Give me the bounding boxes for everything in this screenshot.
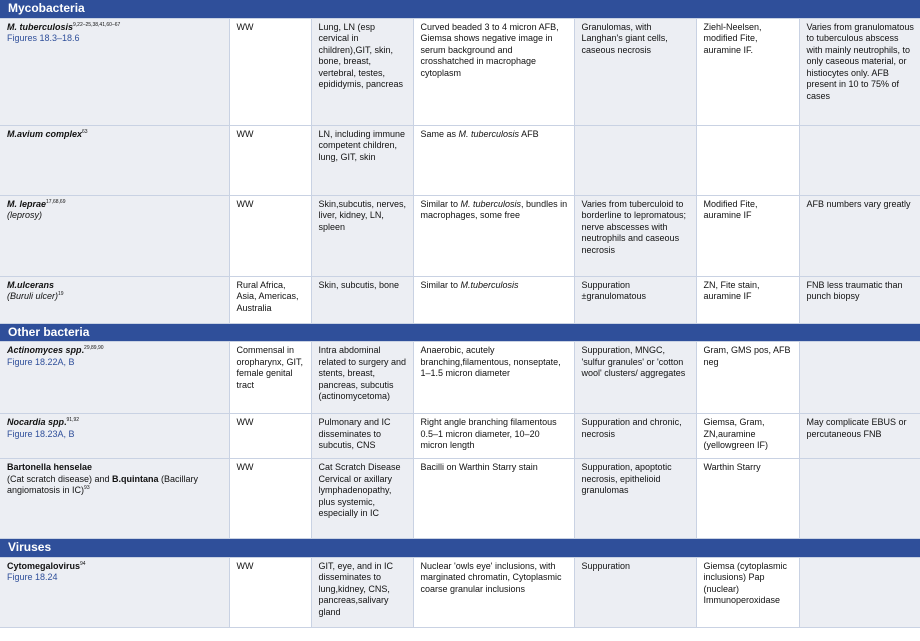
table-row [0, 557, 920, 627]
morphology-cell: Right angle branching filamentous 0.5–1 micron diameter, 10–20 micron length [413, 414, 574, 459]
organism-name-italic: Nocardia spp [7, 417, 65, 427]
table-row [0, 459, 920, 539]
section-title: Mycobacteria [0, 0, 920, 18]
organism-ref: M.tuberculosis [460, 279, 519, 290]
reference-superscript: 94 [80, 560, 86, 567]
section-header [0, 539, 920, 558]
stains-cell: Giemsa, Gram, ZN,auramine (yellowgreen IF) [696, 414, 799, 459]
organism-note-2: (Bacillary angiomatosis in IC) [7, 473, 199, 495]
comments-cell [799, 557, 920, 627]
distribution-cell: WW [229, 557, 311, 627]
table-row [0, 18, 920, 125]
cytology-cell [574, 125, 696, 195]
organism-cell [0, 18, 229, 125]
sites-cell: Intra abdominal related to surgery and stents, breast, pancreas, subcutis (actinomycetoma) [311, 342, 413, 414]
cytology-cell: Suppuration, apoptotic necrosis, epithelioid granulomas [574, 459, 696, 539]
organism-name [7, 417, 67, 427]
organism-note-text: (leprosy) [7, 210, 43, 220]
table-row [0, 276, 920, 323]
reference-superscript: 9,22–25,38,41,60–67 [73, 21, 121, 28]
comments-cell: Varies from granulomatous to tuberculous abscess with mainly neutrophils, to only caseous material, or histiocytes only. AFB present in 10 to 75% of cases [799, 18, 920, 125]
organism-name [7, 280, 54, 290]
cytology-cell: Suppuration, MNGC, 'sulfur granules' or 'cotton wool' clusters/ aggregates [574, 342, 696, 414]
sites-cell: Pulmonary and IC disseminates to subcutis, CNS [311, 414, 413, 459]
organism-cell [0, 414, 229, 459]
figure-link[interactable]: Figures 18.3–18.6 [7, 33, 80, 43]
organism-cell [0, 342, 229, 414]
sites-cell: GIT, eye, and in IC disseminates to lung,kidney, CNS, pancreas,salivary gland [311, 557, 413, 627]
stains-cell: Modified Fite, auramine IF [696, 195, 799, 276]
table-row [0, 342, 920, 414]
organism-name [7, 345, 84, 355]
figure-link[interactable]: Figure 18.24 [7, 572, 58, 582]
section-title: Viruses [0, 539, 920, 558]
cytology-cell: Granulomas, with Langhan's giant cells, caseous necrosis [574, 18, 696, 125]
table-row [0, 195, 920, 276]
comments-cell [799, 459, 920, 539]
organism-note-text: (Buruli ulcer) [7, 291, 59, 301]
comments-cell [799, 125, 920, 195]
organism-name [7, 561, 80, 571]
organism-cell [0, 459, 229, 539]
organism-note: (Cat scratch disease) and [7, 473, 113, 484]
cytology-cell: Varies from tuberculoid to borderline to lepromatous; nerve abscesses with neutrophils and caseous necrosis [574, 195, 696, 276]
organism-cell [0, 557, 229, 627]
organism-name-italic: M.ulcerans [7, 279, 55, 290]
organism-cell [0, 276, 229, 323]
reference-superscript: 17,68,69 [46, 198, 66, 205]
reference-superscript: 29,89,90 [84, 345, 104, 351]
organism-ref: M. tuberculosis [460, 198, 522, 209]
organism-name-italic: M. tuberculosis [7, 21, 74, 32]
organism-name-2: B.quintana [112, 473, 159, 484]
distribution-cell: WW [229, 125, 311, 195]
cytology-cell: Suppuration and chronic, necrosis [574, 414, 696, 459]
comments-cell: AFB numbers vary greatly [799, 195, 920, 276]
distribution-cell: WW [229, 414, 311, 459]
morphology-cell: Similar to M. tuberculosis, bundles in macrophages, some free [413, 195, 574, 276]
organism-name-plain: . [81, 345, 85, 355]
stains-cell: Giemsa (cytoplasmic inclusions) Pap (nuclear) Immunoperoxidase [696, 557, 799, 627]
organism-ref: M. tuberculosis [458, 128, 520, 139]
comments-cell [799, 342, 920, 414]
reference-superscript: 91,92 [66, 417, 80, 423]
reference-superscript: 63 [82, 128, 88, 135]
sites-cell: Lung, LN (esp cervical in children),GIT, skin, bone, breast, vertebral, testes, epididymis, pancreas [311, 18, 413, 125]
reference-superscript: 93 [84, 485, 90, 491]
table-row [0, 125, 920, 195]
morphology-cell: Bacilli on Warthin Starry stain [413, 459, 574, 539]
organism-name [7, 129, 82, 139]
figure-link[interactable]: Figure 18.23A, B [7, 428, 75, 439]
organism-name-italic: Actinomyces spp [7, 345, 82, 355]
sites-cell: Skin,subcutis, nerves, liver, kidney, LN, spleen [311, 195, 413, 276]
comments-cell: FNB less traumatic than punch biopsy [799, 276, 920, 323]
cytology-cell: Suppuration ±granulomatous [574, 276, 696, 323]
organism-name [7, 199, 46, 209]
stains-cell [696, 125, 799, 195]
figure-link[interactable]: Figure 18.22A, B [7, 356, 75, 367]
morphology-cell: Nuclear 'owls eye' inclusions, with marginated chromatin, Cytoplasmic coarse granular inclusions [413, 557, 574, 627]
stains-cell: Gram, GMS pos, AFB neg [696, 342, 799, 414]
organism-note [7, 210, 42, 220]
stains-cell: ZN, Fite stain, auramine IF [696, 276, 799, 323]
distribution-cell: WW [229, 18, 311, 125]
distribution-cell: Commensal in oropharynx, GIT, female genital tract [229, 342, 311, 414]
organism-name: Bartonella henselae [7, 462, 93, 472]
organism-name-plain: . [64, 417, 67, 427]
morphology-cell: Curved beaded 3 to 4 micron AFB, Giemsa shows negative image in serum background and crosshatched in macrophage cytoplasm [413, 18, 574, 125]
sites-cell: LN, including immune competent children, lung, GIT, skin [311, 125, 413, 195]
table-row [0, 414, 920, 459]
distribution-cell: WW [229, 459, 311, 539]
organism-name [7, 22, 73, 32]
distribution-cell: WW [229, 195, 311, 276]
stains-cell: Warthin Starry [696, 459, 799, 539]
organism-cell [0, 195, 229, 276]
section-title: Other bacteria [0, 323, 920, 342]
organism-note [7, 291, 58, 301]
morphology-cell: Similar to M.tuberculosis [413, 276, 574, 323]
section-header [0, 323, 920, 342]
organism-name-plain: Cytomegalovirus [7, 560, 81, 571]
sites-cell: Cat Scratch Disease Cervical or axillary lymphadenopathy, plus systemic, especially in IC [311, 459, 413, 539]
comments-cell: May complicate EBUS or percutaneous FNB [799, 414, 920, 459]
morphology-cell: Anaerobic, acutely branching,filamentous, nonseptate, 1–1.5 micron diameter [413, 342, 574, 414]
section-header [0, 0, 920, 18]
organism-name-italic: M.avium complex [7, 128, 83, 139]
distribution-cell: Rural Africa, Asia, Americas, Australia [229, 276, 311, 323]
sites-cell: Skin, subcutis, bone [311, 276, 413, 323]
stains-cell: Ziehl-Neelsen, modified Fite, auramine IF. [696, 18, 799, 125]
cytology-cell: Suppuration [574, 557, 696, 627]
organism-cell [0, 125, 229, 195]
morphology-cell: Same as M. tuberculosis AFB [413, 125, 574, 195]
reference-superscript: 19 [58, 291, 64, 297]
organism-name-italic: M. leprae [7, 198, 47, 209]
